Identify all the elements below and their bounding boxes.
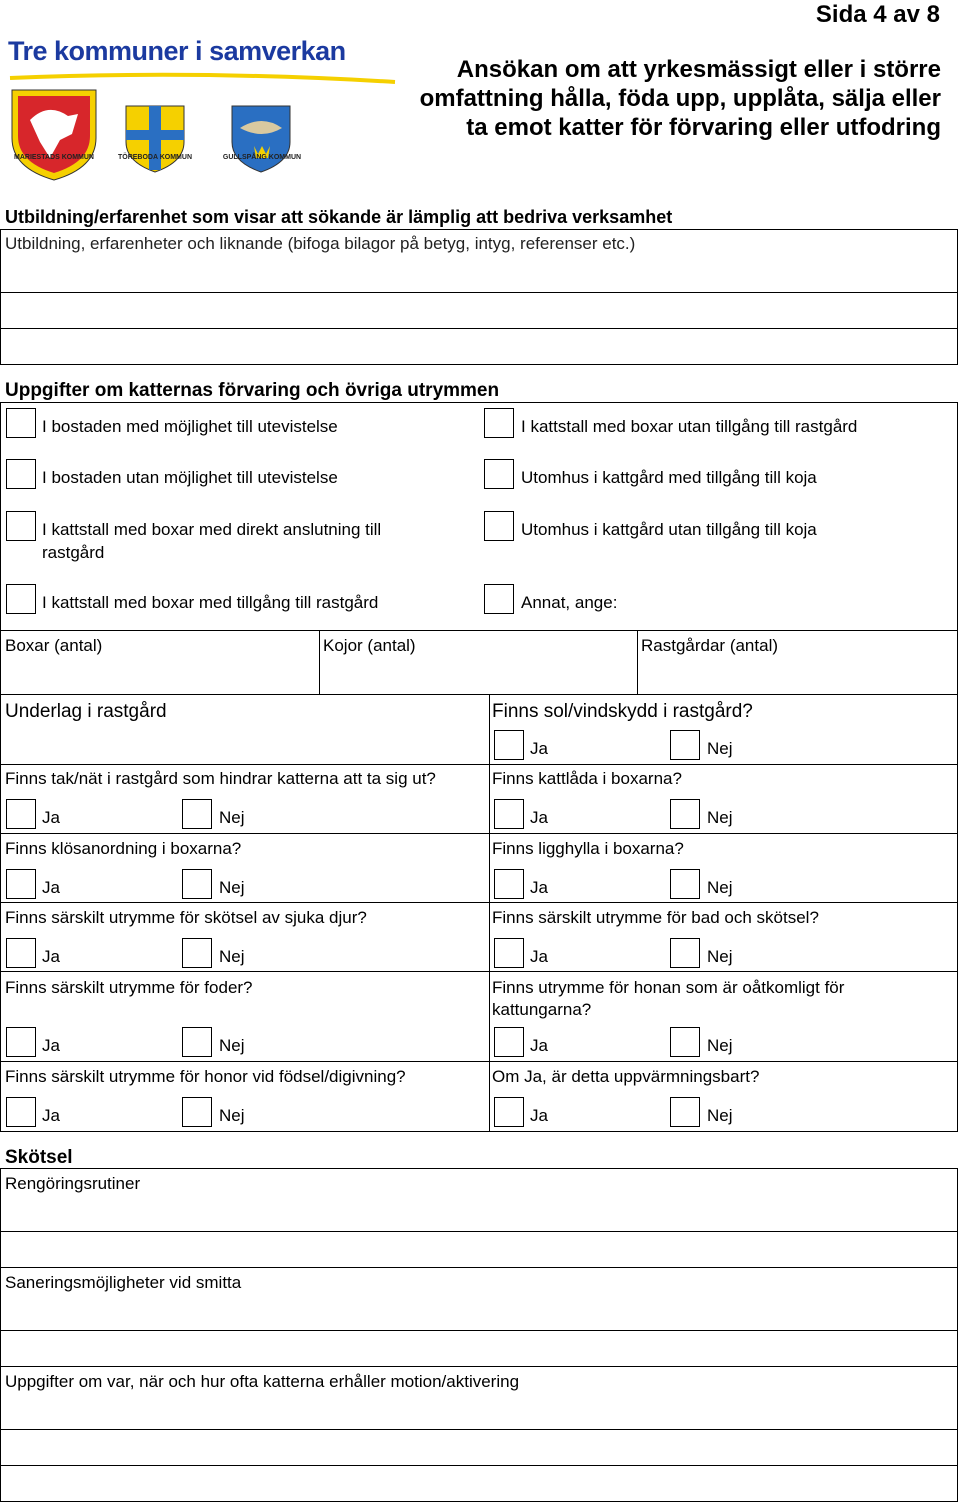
storage-option-label-6: Utomhus i kattgård med tillgång till koja <box>521 468 817 487</box>
care-heading: Skötsel <box>5 1147 73 1168</box>
scratch-yes-label: Ja <box>42 878 60 897</box>
queen-question-line-1: Finns utrymme för honan som är oåtkomligt för <box>492 978 845 997</box>
exercise-label: Uppgifter om var, när och hur ofta katterna erhåller motion/aktivering <box>5 1372 520 1391</box>
sun-no-label: Nej <box>707 739 733 758</box>
queen-yes-label: Ja <box>530 1036 548 1055</box>
sick-no-label: Nej <box>219 947 245 966</box>
shelf-yes-label: Ja <box>530 878 548 897</box>
shelf-no-label: Nej <box>707 878 733 897</box>
storage-option-checkbox-1[interactable] <box>6 408 36 438</box>
food-yes-label: Ja <box>42 1036 60 1055</box>
heated-yes-checkbox[interactable] <box>494 1097 524 1127</box>
municipality-label-3: GULLSPÅNG KOMMUN <box>222 154 302 161</box>
municipality-label-1: MARIESTADS KOMMUN <box>14 154 94 161</box>
roof-question: Finns tak/nät i rastgård som hindrar katterna att ta sig ut? <box>5 769 436 788</box>
page-number: Sida 4 av 8 <box>815 1 940 28</box>
litter-no-checkbox[interactable] <box>670 799 700 829</box>
storage-option-label-5: I kattstall med boxar utan tillgång till rastgård <box>521 417 858 436</box>
form-title-line-2: omfattning hålla, föda upp, upplåta, sälja eller <box>419 85 941 112</box>
storage-option-checkbox-2[interactable] <box>6 459 36 489</box>
bath-yes-checkbox[interactable] <box>494 938 524 968</box>
shelf-yes-checkbox[interactable] <box>494 869 524 899</box>
roof-no-checkbox[interactable] <box>182 799 212 829</box>
bath-yes-label: Ja <box>530 947 548 966</box>
bath-no-checkbox[interactable] <box>670 938 700 968</box>
scratch-no-checkbox[interactable] <box>182 869 212 899</box>
roof-no-label: Nej <box>219 808 245 827</box>
birth-yes-checkbox[interactable] <box>6 1097 36 1127</box>
cleaning-label: Rengöringsrutiner <box>5 1174 141 1193</box>
bath-no-label: Nej <box>707 947 733 966</box>
litter-question: Finns kattlåda i boxarna? <box>492 769 682 788</box>
sun-no-checkbox[interactable] <box>670 730 700 760</box>
storage-option-label-4: I kattstall med boxar med tillgång till rastgård <box>42 593 379 612</box>
cleaning-field-row-2[interactable] <box>0 1231 958 1268</box>
storage-option-checkbox-4[interactable] <box>6 584 36 614</box>
storage-option-label-1: I bostaden med möjlighet till utevistelse <box>42 417 338 436</box>
exercise-field-row-2[interactable] <box>0 1429 958 1466</box>
storage-option-label-2: I bostaden utan möjlighet till utevistelse <box>42 468 338 487</box>
education-field-row-3[interactable] <box>0 328 958 365</box>
birth-no-checkbox[interactable] <box>182 1097 212 1127</box>
storage-heading: Uppgifter om katternas förvaring och övriga utrymmen <box>5 380 500 401</box>
sick-yes-label: Ja <box>42 947 60 966</box>
queen-question-line-2: kattungarna? <box>492 1000 592 1019</box>
litter-yes-label: Ja <box>530 808 548 827</box>
municipality-label-2: TÖREBODA KOMMUN <box>117 154 192 161</box>
heated-yes-label: Ja <box>530 1106 548 1125</box>
shelf-no-checkbox[interactable] <box>670 869 700 899</box>
storage-option-checkbox-other[interactable] <box>484 584 514 614</box>
sanitation-label: Saneringsmöjligheter vid smitta <box>5 1273 242 1292</box>
scratch-yes-checkbox[interactable] <box>6 869 36 899</box>
storage-option-checkbox-5[interactable] <box>484 408 514 438</box>
heated-no-checkbox[interactable] <box>670 1097 700 1127</box>
storage-option-checkbox-7[interactable] <box>484 511 514 541</box>
education-heading: Utbildning/erfarenhet som visar att sökande är lämplig att bedriva verksamhet <box>5 207 673 227</box>
storage-option-label-other: Annat, ange: <box>521 593 618 612</box>
food-yes-checkbox[interactable] <box>6 1027 36 1057</box>
cleaning-field[interactable] <box>0 1168 958 1232</box>
sanitation-field-row-2[interactable] <box>0 1330 958 1367</box>
heated-question: Om Ja, är detta uppvärmningsbart? <box>492 1067 760 1086</box>
sun-question: Finns sol/vindskydd i rastgård? <box>492 701 753 722</box>
storage-option-label-3-cont: rastgård <box>42 543 105 562</box>
boxes-count-label: Boxar (antal) <box>5 636 103 655</box>
queen-no-label: Nej <box>707 1036 733 1055</box>
roof-yes-checkbox[interactable] <box>6 799 36 829</box>
storage-option-label-3: I kattstall med boxar med direkt anslutning till <box>42 520 382 539</box>
form-title <box>420 55 941 142</box>
form-title-line-1: Ansökan om att yrkesmässigt eller i större <box>456 56 941 83</box>
food-no-label: Nej <box>219 1036 245 1055</box>
yards-count-label: Rastgårdar (antal) <box>641 636 779 655</box>
storage-option-checkbox-6[interactable] <box>484 459 514 489</box>
bath-question: Finns särskilt utrymme för bad och skötsel? <box>492 908 819 927</box>
food-question: Finns särskilt utrymme för foder? <box>5 978 253 997</box>
education-field-row-2[interactable] <box>0 292 958 329</box>
underlag-label: Underlag i rastgård <box>5 701 167 722</box>
birth-no-label: Nej <box>219 1106 245 1125</box>
sick-question: Finns särskilt utrymme för skötsel av sjuka djur? <box>5 908 367 927</box>
birth-yes-label: Ja <box>42 1106 60 1125</box>
sick-yes-checkbox[interactable] <box>6 938 36 968</box>
litter-no-label: Nej <box>707 808 733 827</box>
shelf-question: Finns ligghylla i boxarna? <box>492 839 684 858</box>
scratch-no-label: Nej <box>219 878 245 897</box>
queen-yes-checkbox[interactable] <box>494 1027 524 1057</box>
sun-yes-label: Ja <box>530 739 548 758</box>
education-label: Utbildning, erfarenheter och liknande (bifoga bilagor på betyg, intyg, referenser etc.) <box>5 234 636 253</box>
huts-count-label: Kojor (antal) <box>323 636 416 655</box>
form-title-line-3: ta emot katter för förvaring eller utfodring <box>466 114 941 141</box>
scratch-question: Finns klösanordning i boxarna? <box>5 839 242 858</box>
logo <box>0 30 400 188</box>
sun-yes-checkbox[interactable] <box>494 730 524 760</box>
exercise-field-row-3[interactable] <box>0 1465 958 1502</box>
birth-question: Finns särskilt utrymme för honor vid födsel/digivning? <box>5 1067 406 1086</box>
sick-no-checkbox[interactable] <box>182 938 212 968</box>
litter-yes-checkbox[interactable] <box>494 799 524 829</box>
storage-option-checkbox-3[interactable] <box>6 511 36 541</box>
logo-title: Tre kommuner i samverkan <box>8 36 346 66</box>
queen-no-checkbox[interactable] <box>670 1027 700 1057</box>
food-no-checkbox[interactable] <box>182 1027 212 1057</box>
coat-of-arms-icon <box>0 30 400 188</box>
storage-option-label-7: Utomhus i kattgård utan tillgång till koja <box>521 520 817 539</box>
heated-no-label: Nej <box>707 1106 733 1125</box>
roof-yes-label: Ja <box>42 808 60 827</box>
